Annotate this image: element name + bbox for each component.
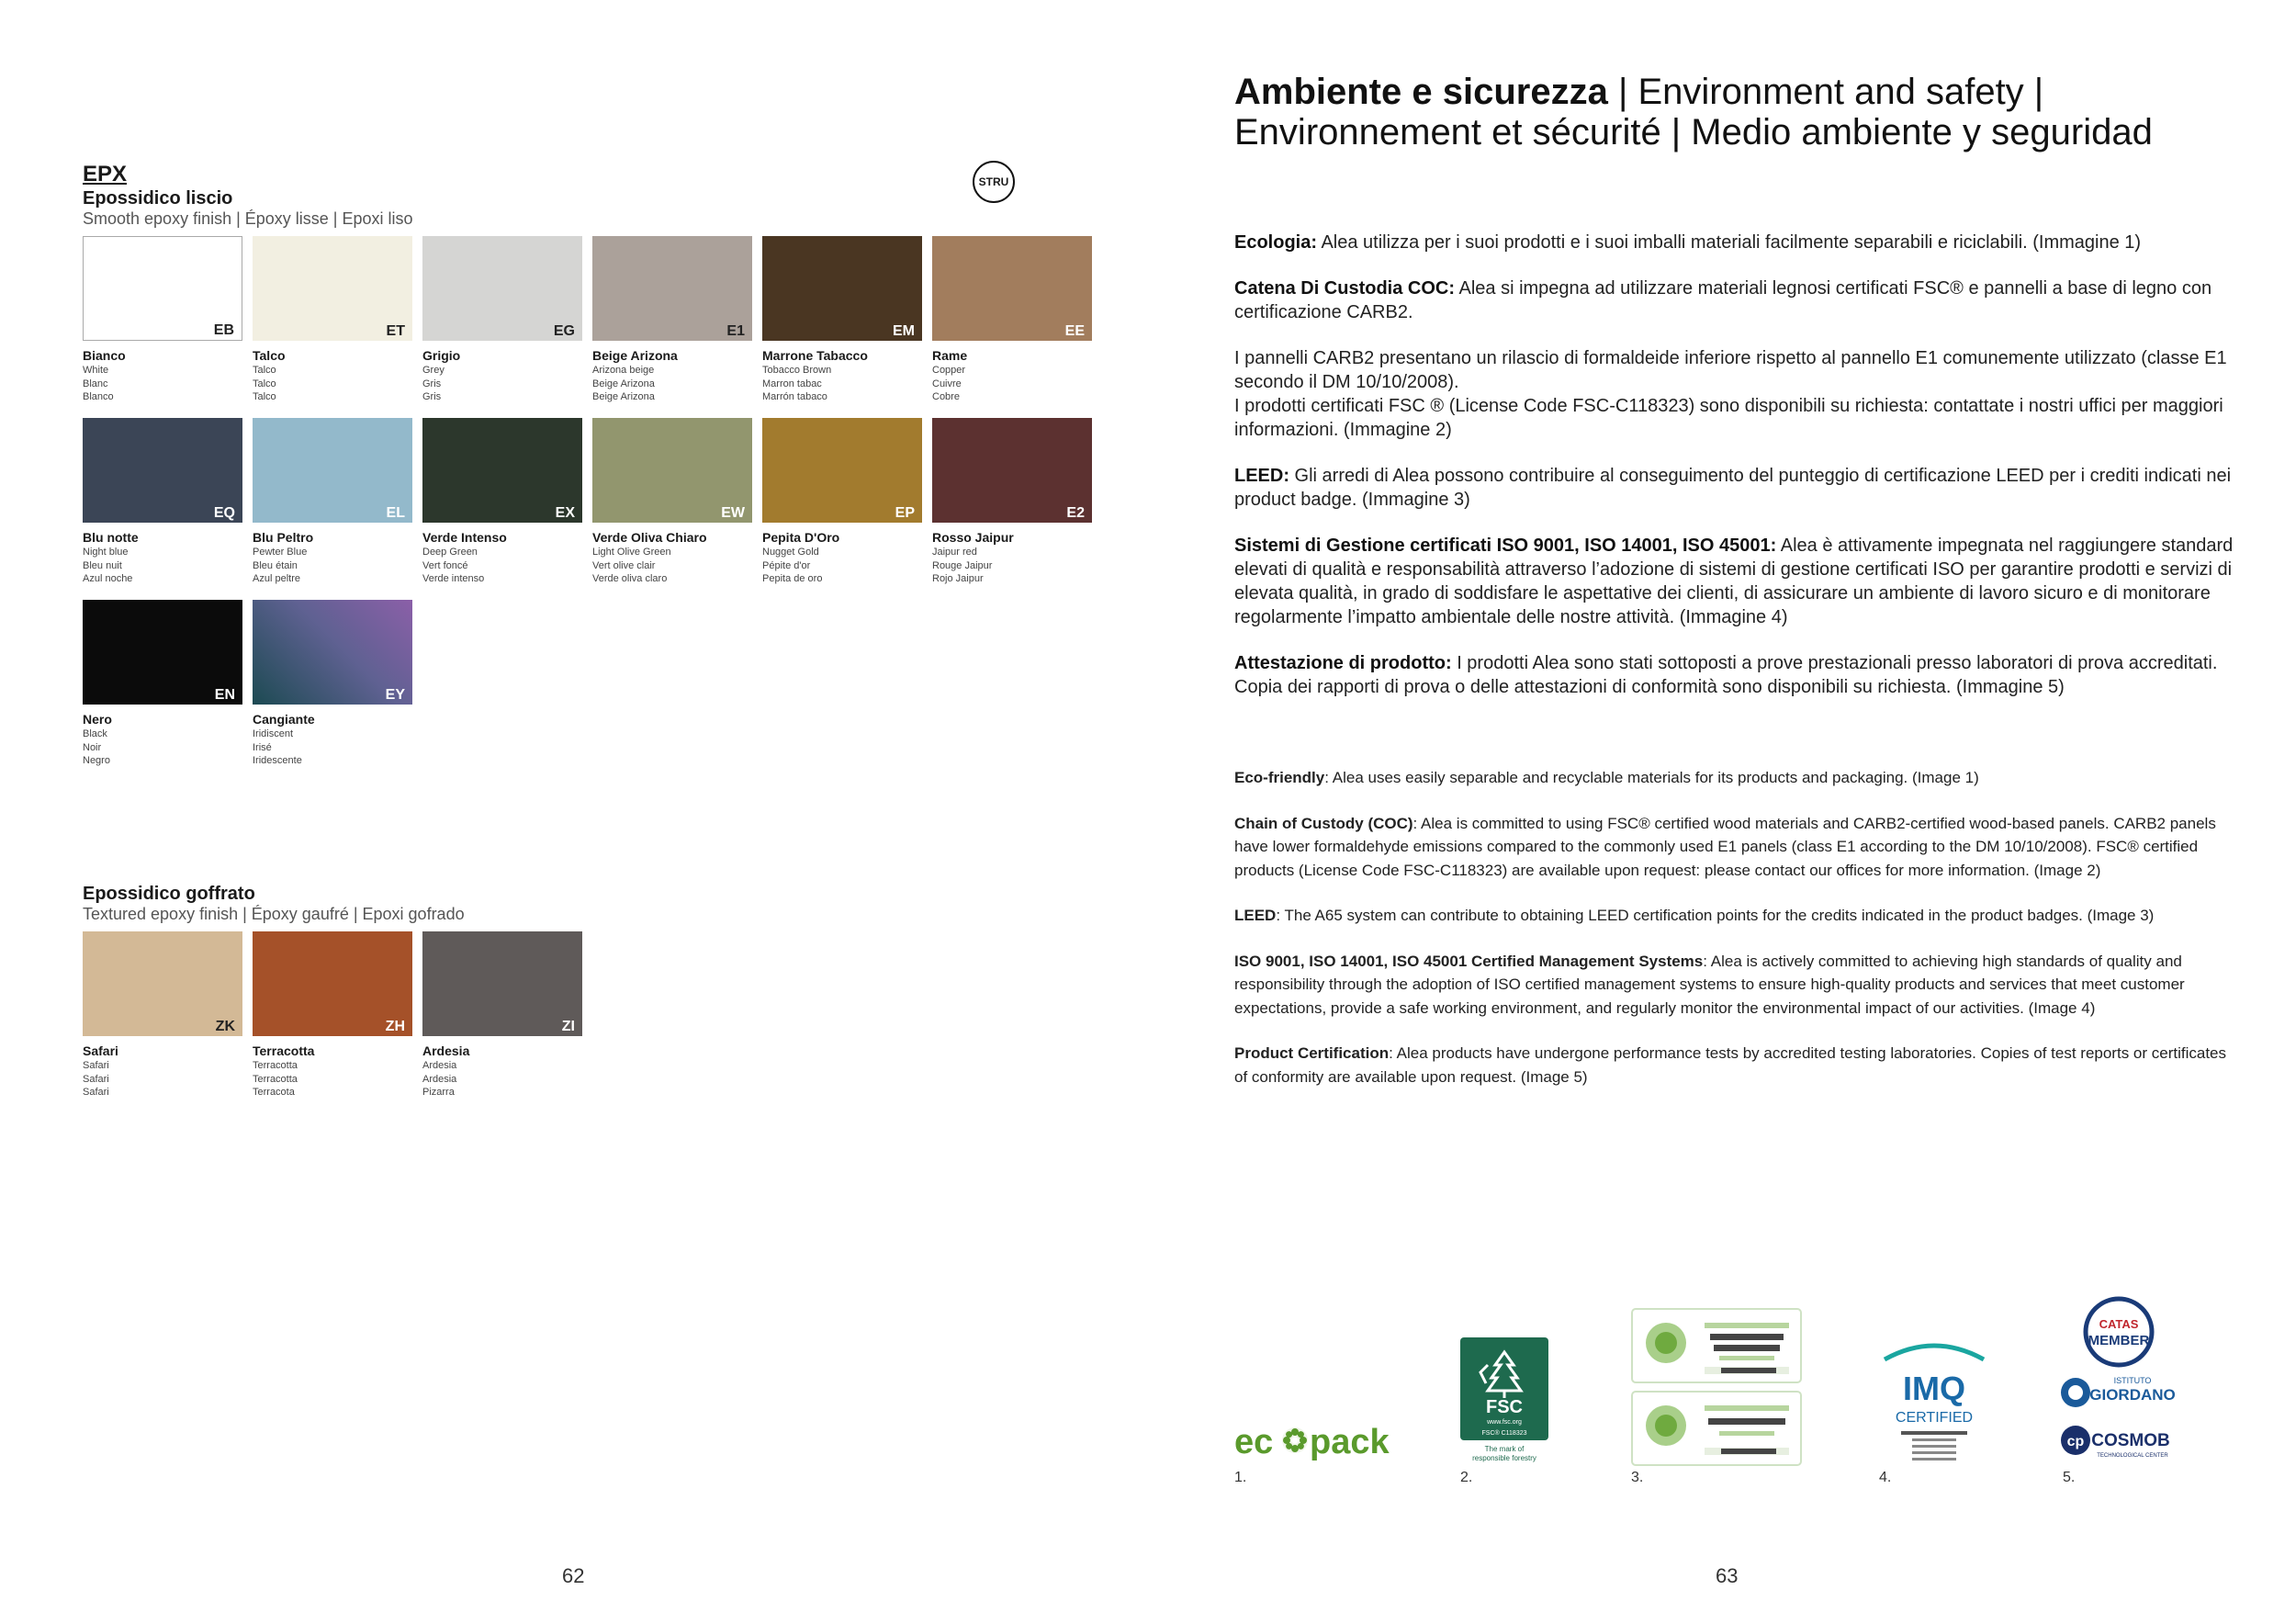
it-label: Catena Di Custodia COC: [1234,278,1456,299]
svg-text:cp: cp [2066,1434,2085,1449]
it-text: I pannelli CARB2 presentano un rilascio di formaldeide inferiore rispetto al pannello E1 comunemente utilizzato (classe E1 secondo il DM 10/10/2008). [1234,348,2227,392]
series-code: EPX [83,162,128,186]
swatch-name-en: Safari [83,1060,109,1071]
imq-arc-icon [1885,1346,1984,1359]
it-text: Alea è attivamente impegnata nel raggiungere standard elevati di qualità e responsabilità attraverso l’adozione di sistemi di gestione certificati ISO per garantire prodotti e servizi di elevata qualità, in grado di soddisfare le aspettative dei clienti, di assicurare un ambiente di lavoro sicuro e di monitorare regolarmente l’impatto ambientale delle nostre attività. (Immagine 4) [1234,536,2234,627]
it-text: I prodotti Alea sono stati sottoposti a prove prestazionali presso laboratori di prova accreditati. [1451,653,2218,673]
en-label: Eco-friendly [1234,769,1325,786]
swatch-name-fr: Noir [83,741,102,753]
swatch-name-fr: Gris [422,378,442,389]
swatch-label-ep [762,530,928,586]
leed-badge-top-icon [1632,1309,1801,1382]
logo-number-5: 5. [2063,1470,2076,1485]
swatch-label-zh [253,1043,418,1100]
fsc-tagline-2: responsible forestry [1472,1454,1536,1462]
it-text: Alea utilizza per i suoi prodotti e i suoi imballi materiali facilmente separabili e riciclabili. (Immagine 1) [1317,232,2142,253]
en-label: Product Certification [1234,1044,1390,1062]
cosmob-logo-icon [2061,1426,2170,1459]
en-label: LEED [1234,907,1277,924]
imq-logo [1879,1337,1989,1466]
swatch-code: ET [386,323,405,339]
it-paragraph-coc [1234,276,2237,324]
swatch-name-es: Beige Arizona [592,391,655,402]
logo-number-2: 2. [1460,1470,1473,1485]
swatch-name: Verde Intenso [422,530,507,545]
it-text: Gli arredi di Alea possono contribuire al conseguimento del punteggio di certificazione LEED per i crediti indicati nei product badge. (Immagine 3) [1234,466,2232,510]
swatch-name-fr: Vert foncé [422,559,468,571]
swatch-label-zi [422,1043,588,1100]
color-swatch-eq [83,418,242,523]
it-paragraph-certification [1234,651,2237,699]
it-label: LEED: [1234,466,1289,486]
swatch-code: EQ [213,505,235,521]
swatch-name: Rame [932,348,968,363]
en-text: : Alea uses easily separable and recyclable materials for its products and packaging. (Image 1) [1324,769,1979,786]
swatch-label-eb [83,348,248,404]
swatch-name-es: Verde oliva claro [592,573,668,584]
color-swatch-e2 [932,418,1092,523]
swatch-name: Terracotta [253,1043,315,1058]
swatch-name: Bianco [83,348,126,363]
it-label: Ecologia: [1234,232,1318,253]
swatch-name-en: White [83,365,109,376]
en-paragraph-certification [1234,1042,2226,1088]
it-paragraph-carb2 [1234,346,2237,442]
swatch-name-es: Terracota [253,1087,295,1098]
swatch-label-e1 [592,348,758,404]
en-label: ISO 9001, ISO 14001, ISO 45001 Certified Management Systems [1234,952,1704,970]
swatch-code: EG [553,323,575,339]
color-swatch-e1 [592,236,752,341]
swatch-name-en: Ardesia [422,1060,457,1071]
swatch-label-et [253,348,418,404]
swatch-name-fr: Safari [83,1073,109,1085]
swatch-name: Marrone Tabacco [762,348,868,363]
ecopack-flower-icon [1282,1427,1308,1453]
swatch-name-es: Pizarra [422,1087,455,1098]
it-paragraph-ecology [1234,231,2237,254]
color-swatch-ee [932,236,1092,341]
swatch-name: Beige Arizona [592,348,678,363]
color-swatch-zi [422,931,582,1036]
giordano-top-label: ISTITUTO [2113,1376,2152,1385]
swatch-label-zk [83,1043,248,1100]
swatch-name: Talco [253,348,286,363]
swatch-name-en: Black [83,728,107,739]
swatch-name-en: Light Olive Green [592,547,671,558]
color-swatch-eg [422,236,582,341]
heading-line2: Environnement et sécurité | Medio ambiente y seguridad [1234,112,2153,152]
color-swatch-zh [253,931,412,1036]
swatch-code: EW [721,505,745,521]
swatch-code: EP [895,505,915,521]
catas-member-label: MEMBER [2088,1333,2150,1348]
ecopack-text-left: ec [1234,1423,1274,1461]
swatch-name-es: Azul peltre [253,573,300,584]
leed-badge-bottom-icon [1632,1392,1801,1465]
swatch-name: Rosso Jaipur [932,530,1014,545]
swatch-name-fr: Blanc [83,378,108,389]
fsc-logo [1460,1337,1548,1466]
fsc-label: FSC [1486,1397,1523,1417]
swatch-code: E1 [726,323,745,339]
swatch-name-es: Gris [422,391,442,402]
en-text: : Alea is actively committed to achieving high standards of quality and responsibility through the adoption of ISO certified management systems to ensure high-quality products and services that meet customer expectations, provide a safe working environment, and regularly monitor the environmental impact of our activities. (Image 4) [1234,952,2185,1017]
fsc-code: FSC® C118323 [1481,1430,1527,1437]
swatch-label-ex [422,530,588,586]
color-swatch-en [83,600,242,705]
swatch-name: Ardesia [422,1043,470,1058]
swatch-label-eq [83,530,248,586]
color-swatch-em [762,236,922,341]
cosmob-label: COSMOB [2091,1431,2170,1450]
cert-logos-stack [2059,1295,2178,1466]
fsc-url: www.fsc.org [1487,1419,1522,1426]
imq-label: IMQ [1903,1370,1965,1407]
it-paragraph-iso [1234,534,2237,629]
textured-section-title: Epossidico goffrato [83,884,255,904]
italian-text-block [1234,231,2237,721]
swatch-name-en: Terracotta [253,1060,298,1071]
ecopack-text-right: pack [1310,1423,1390,1461]
swatch-name: Cangiante [253,712,315,727]
it-text: I prodotti certificati FSC ® (License Code FSC-C118323) sono disponibili su richiesta: contattate i nostri uffici per maggiori informazioni. (Immagine 2) [1234,396,2223,440]
swatch-name: Nero [83,712,112,727]
swatch-name-es: Marrón tabaco [762,391,827,402]
swatch-code: EX [555,505,575,521]
color-swatch-el [253,418,412,523]
swatch-name-es: Safari [83,1087,109,1098]
swatch-code: E2 [1066,505,1085,521]
en-text: : The A65 system can contribute to obtaining LEED certification points for the credits indicated in the product badges. (Image 3) [1276,907,2155,924]
en-paragraph-iso [1234,950,2226,1021]
swatch-name-fr: Bleu nuit [83,559,122,571]
swatch-name: Blu notte [83,530,139,545]
swatch-code: EM [893,323,915,339]
swatch-name-fr: Talco [253,378,276,389]
swatch-name-en: Night blue [83,547,129,558]
swatch-name-es: Negro [83,755,110,766]
swatch-name-fr: Rouge Jaipur [932,559,993,571]
giordano-logo-icon [2061,1376,2176,1407]
ecopack-logo [1234,1418,1409,1464]
swatch-name-en: Nugget Gold [762,547,819,558]
color-swatch-ew [592,418,752,523]
swatch-code: EE [1064,323,1085,339]
color-swatch-eb [83,236,242,341]
swatch-name-es: Pepita de oro [762,573,823,584]
swatch-name-fr: Marron tabac [762,378,822,389]
heading-bold: Ambiente e sicurezza [1234,72,1608,112]
swatch-name-en: Pewter Blue [253,547,308,558]
swatch-name: Blu Peltro [253,530,314,545]
swatch-name-fr: Cuivre [932,378,962,389]
swatch-name-es: Rojo Jaipur [932,573,984,584]
cosmob-sub-label: TECHNOLOGICAL CENTER [2097,1453,2168,1459]
textured-section-subtitle: Textured epoxy finish | Époxy gaufré | Epoxi gofrado [83,905,465,923]
fsc-tagline-1: The mark of [1484,1445,1525,1453]
swatch-name-es: Talco [253,391,276,402]
swatch-name-es: Verde intenso [422,573,485,584]
swatch-name-es: Azul noche [83,573,133,584]
swatch-name-en: Deep Green [422,547,478,558]
swatch-name-es: Iridescente [253,755,302,766]
logo-number-4: 4. [1879,1470,1892,1485]
swatch-name: Verde Oliva Chiaro [592,530,707,545]
en-paragraph-eco [1234,766,2226,790]
swatch-name-fr: Beige Arizona [592,378,655,389]
logo-number-3: 3. [1631,1470,1644,1485]
color-swatch-zk [83,931,242,1036]
swatch-name: Pepita D'Oro [762,530,840,545]
color-swatch-ep [762,418,922,523]
swatch-name-es: Blanco [83,391,114,402]
swatch-code: EN [214,687,235,703]
color-swatch-et [253,236,412,341]
logo-number-1: 1. [1234,1470,1247,1485]
swatch-label-ee [932,348,1097,404]
swatch-label-eg [422,348,588,404]
it-text: Alea si impegna ad utilizzare materiali legnosi certificati FSC® e pannelli a base di legno con certificazione CARB2. [1234,278,2212,322]
en-label: Chain of Custody (COC) [1234,814,1413,832]
leed-badges [1631,1308,1802,1466]
color-swatch-ey [253,600,412,705]
color-swatch-ex [422,418,582,523]
catas-label: CATAS [2099,1317,2139,1331]
swatch-code: ZK [215,1019,235,1034]
it-label: Sistemi di Gestione certificati ISO 9001, ISO 14001, ISO 45001: [1234,536,1777,556]
swatch-label-e2 [932,530,1097,586]
swatch-name-en: Talco [253,365,276,376]
swatch-label-el [253,530,418,586]
swatch-code: EB [213,322,234,338]
en-paragraph-leed [1234,904,2226,928]
english-text-block [1234,766,2226,1111]
catas-member-icon [2086,1299,2152,1365]
en-text: : Alea products have undergone performance tests by accredited testing laboratories. Copies of test reports or certificates of conformity are available upon request. (Image 5) [1234,1044,2226,1086]
swatch-label-en [83,712,248,768]
it-label: Attestazione di prodotto: [1234,653,1452,673]
swatch-name-en: Arizona beige [592,365,655,376]
swatch-label-ew [592,530,758,586]
swatch-code: EY [385,687,405,703]
giordano-label: GIORDANO [2089,1386,2176,1404]
swatch-name-en: Iridiscent [253,728,294,739]
page-number-right: 63 [1716,1564,1739,1587]
swatch-name-en: Tobacco Brown [762,365,832,376]
it-paragraph-leed [1234,464,2237,512]
swatch-name: Safari [83,1043,118,1058]
swatch-code: ZH [385,1019,405,1034]
swatch-name-fr: Bleu étain [253,559,298,571]
swatch-name-en: Grey [422,365,445,376]
swatch-name-fr: Irisé [253,741,272,753]
en-text: : Alea is committed to using FSC® certified wood materials and CARB2-certified wood-based panels. CARB2 panels have lower formaldehyde emissions compared to the commonly used E1 panels (class E1 according to the DM 10/10/2008). FSC® certified products (License Code FSC-C118323) are available upon request: please contact our offices for more information. (Image 2) [1234,814,2216,879]
swatch-name-en: Jaipur red [932,547,977,558]
swatch-name-en: Copper [932,365,966,376]
swatch-name: Grigio [422,348,461,363]
imq-certified: CERTIFIED [1895,1410,1974,1426]
smooth-section-subtitle: Smooth epoxy finish | Époxy lisse | Epoxi liso [83,209,413,228]
page-heading [1234,72,2245,152]
heading-line1-rest: | Environment and safety | [1607,72,2044,112]
swatch-name-fr: Ardesia [422,1073,457,1085]
swatch-name-es: Cobre [932,391,960,402]
swatch-label-ey [253,712,418,768]
page-number-left: 62 [562,1564,585,1587]
stru-badge-icon: STRU [973,161,1015,203]
en-paragraph-coc [1234,812,2226,883]
swatch-name-fr: Vert olive clair [592,559,656,571]
smooth-section-title: Epossidico liscio [83,188,233,209]
swatch-code: EL [386,505,405,521]
it-text: Copia dei rapporti di prova o delle attestazioni di conformità sono disponibili su richiesta. (Immagine 5) [1234,677,2065,697]
swatch-code: ZI [561,1019,575,1034]
swatch-label-em [762,348,928,404]
swatch-name-fr: Pépite d'or [762,559,811,571]
swatch-name-fr: Terracotta [253,1073,298,1085]
